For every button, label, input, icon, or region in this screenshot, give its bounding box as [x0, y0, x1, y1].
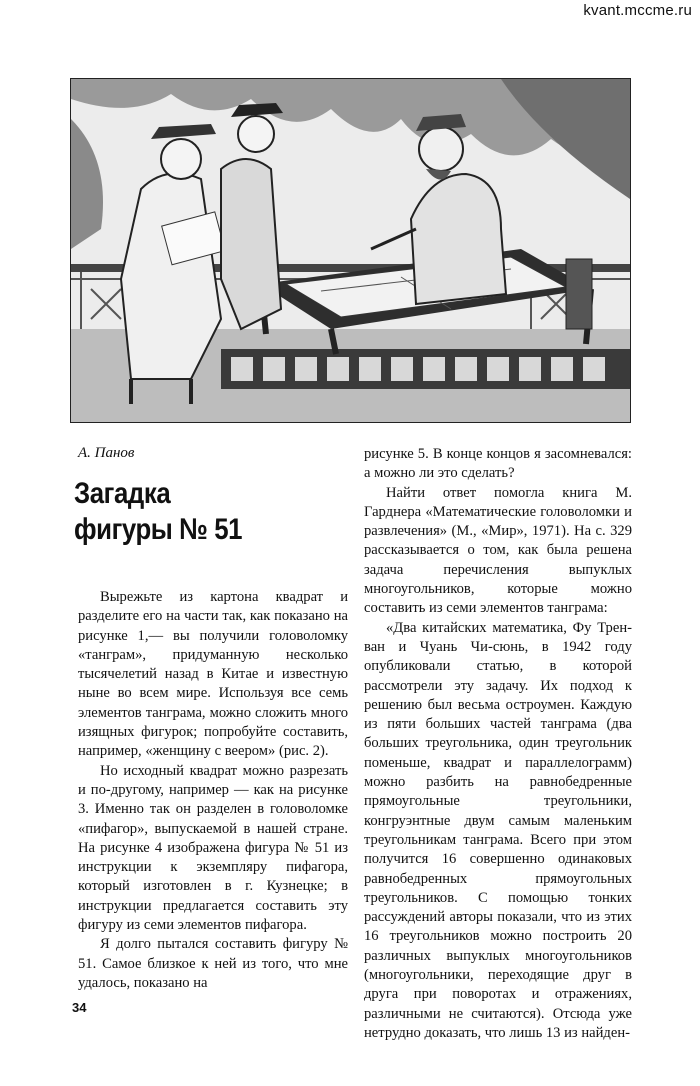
right-paragraph-2: Найти ответ помогла книга М. Гарднера «Математические головоломки и развлечения» (М., «Мир», 1971). На с. 329 рассказывается о том, как была решена задача перечисления выпуклых многоугольников, которые можно составить из семи элементов танграма: — [364, 484, 632, 617]
page-number: 34 — [72, 1000, 87, 1015]
article-illustration — [70, 78, 631, 423]
left-paragraph-2: Но исходный квадрат можно разрезать и по-другому, например — как на рисунке 3. Именно так он разделен в головоломке «пифагор», выпускаемой в нашей стране. На рисунке 4 изображена фигура № 51 из инструкции к экземпляру пифагора, который изготовлен в г. Кузнецке; в инструкции предлагается составить эту фигуру из семи элементов пифагора. — [78, 762, 348, 934]
article-title — [74, 476, 315, 548]
right-paragraph-3: «Два китайских математика, Фу Трен-ван и Чуань Чи-сюнь, в 1942 году опубликовали статью, в которой рассмотрели эту задачу. Их подход к решению был весьма остроумен. Каждую из пяти больших частей танграма (два больших треугольника, один треугольник поменьше, квадрат и параллелограмм) можно разбить на равнобедренные прямоугольные треугольники, конгруэнтные двум самым маленьким треугольникам танграма. Всего при этом получится 16 совершенно одинаковых равнобедренных прямоугольных треугольников. С помощью тонких рассуждений авторы показали, что из этих 16 треугольников можно построить 20 различных выпуклых многоугольников (многоугольники, переходящие друг в друга при поворотах и отражениях, различными не считаются). Отсюда уже нетрудно доказать, что лишь 13 из найден- — [364, 619, 632, 1041]
left-paragraph-3: Я долго пытался составить фигуру № 51. Самое близкое к ней из того, что мне удалось, показано на — [78, 936, 348, 991]
right-column — [364, 445, 632, 1043]
site-url[interactable]: kvant.mccme.ru — [583, 2, 692, 19]
left-column — [78, 588, 348, 993]
title-line-1: Загадка — [74, 477, 171, 510]
left-paragraph-1: Вырежьте из картона квадрат и разделите его на части так, как показано на рисунке 1,— вы получили головоломку «танграм», придуманную несколько тысячелетий назад в Китае и известную ныне во всем мире. Используя все семь элементов танграма, можно сложить много изящных фигурок; попробуйте составить, например, «женщину с веером» (рис. 2). — [78, 589, 348, 760]
illustration-drawing — [71, 79, 630, 422]
right-paragraph-1: рисунке 5. В конце концов я засомневался: а можно ли это сделать? — [364, 446, 632, 482]
article-author: А. Панов — [78, 445, 135, 461]
title-line-2: фигуры № 51 — [74, 513, 243, 546]
